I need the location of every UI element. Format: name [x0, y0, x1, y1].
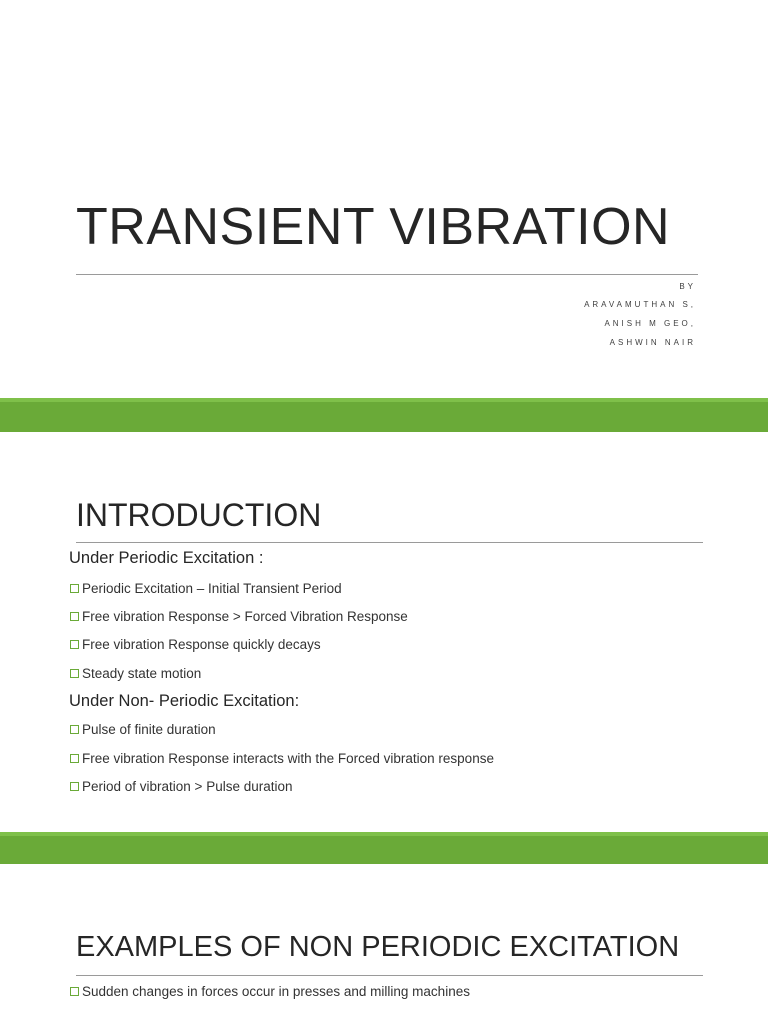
list-item — [70, 751, 494, 766]
separator-highlight — [0, 398, 768, 402]
title-divider — [76, 274, 698, 275]
square-bullet-icon — [70, 612, 79, 621]
list-item — [70, 666, 201, 681]
separator-highlight — [0, 832, 768, 836]
list-item — [70, 779, 293, 794]
byline-label: BY — [679, 282, 696, 291]
square-bullet-icon — [70, 782, 79, 791]
list-item-text: Free vibration Response > Forced Vibration Response — [82, 609, 408, 624]
slide-title: TRANSIENT VIBRATION — [76, 198, 671, 256]
list-item-text: Sudden changes in forces occur in presses and milling machines — [82, 984, 470, 999]
list-item-text: Steady state motion — [82, 666, 202, 681]
author-name: ARAVAMUTHAN S, — [584, 300, 696, 309]
list-item-text: Pulse of finite duration — [82, 722, 216, 737]
slide-heading: INTRODUCTION — [76, 497, 322, 533]
heading-divider — [76, 542, 703, 543]
heading-divider — [76, 975, 703, 976]
title-slide — [0, 0, 768, 398]
slide-heading: EXAMPLES OF NON PERIODIC EXCITATION — [76, 931, 680, 963]
author-name: ANISH M GEO, — [604, 319, 696, 328]
introduction-slide — [0, 432, 768, 832]
slide-separator-band — [0, 832, 768, 864]
list-item-text: Period of vibration > Pulse duration — [82, 779, 293, 794]
section-title: Under Non- Periodic Excitation: — [69, 692, 300, 710]
list-item — [70, 581, 342, 596]
list-item-text: Periodic Excitation – Initial Transient Period — [82, 581, 342, 596]
author-name: ASHWIN NAIR — [609, 338, 696, 347]
square-bullet-icon — [70, 725, 79, 734]
list-item — [70, 984, 470, 999]
list-item — [70, 637, 321, 652]
list-item — [70, 722, 216, 737]
list-item-text: Free vibration Response quickly decays — [82, 637, 321, 652]
square-bullet-icon — [70, 640, 79, 649]
square-bullet-icon — [70, 754, 79, 763]
square-bullet-icon — [70, 584, 79, 593]
section-title: Under Periodic Excitation : — [69, 549, 264, 567]
list-item — [70, 609, 408, 624]
slide-separator-band — [0, 398, 768, 432]
square-bullet-icon — [70, 987, 79, 996]
square-bullet-icon — [70, 669, 79, 678]
examples-slide — [0, 864, 768, 1024]
list-item-text: Free vibration Response interacts with the Forced vibration response — [82, 751, 494, 766]
